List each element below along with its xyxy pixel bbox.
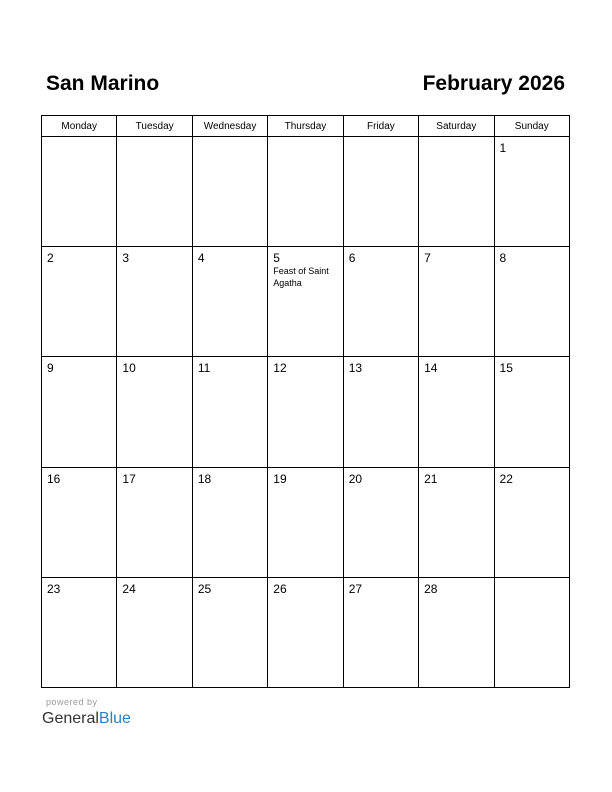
day-number: 6 — [348, 251, 356, 266]
day-cell — [494, 577, 569, 687]
day-cell — [343, 467, 418, 577]
day-number: 16 — [47, 471, 61, 486]
calendar-month-title: February 2026 — [422, 72, 565, 95]
day-cell — [42, 137, 117, 247]
weekday-header: Thursday — [268, 116, 343, 137]
day-cell — [419, 467, 494, 577]
weekday-header: Monday — [42, 116, 117, 137]
day-cell — [268, 137, 343, 247]
day-cell — [268, 467, 343, 577]
day-cell — [42, 247, 117, 357]
calendar-grid — [41, 115, 570, 688]
generalblue-logo[interactable] — [42, 709, 131, 729]
day-cell — [117, 357, 192, 467]
day-number: 4 — [197, 251, 205, 266]
day-cell — [494, 137, 569, 247]
day-cell — [42, 467, 117, 577]
day-number — [117, 137, 191, 141]
day-cell — [343, 577, 418, 687]
day-number: 18 — [197, 471, 212, 486]
day-cell — [419, 247, 494, 357]
day-number: 26 — [273, 581, 287, 596]
day-cell — [117, 137, 192, 247]
day-cell — [192, 247, 267, 357]
brand-blue-text: Blue — [98, 710, 131, 727]
day-cell — [343, 357, 418, 467]
day-number: 8 — [499, 251, 507, 266]
day-cell — [494, 467, 569, 577]
week-row — [42, 467, 570, 577]
day-number: 5 — [273, 251, 280, 266]
day-number — [495, 578, 569, 582]
day-cell — [42, 577, 117, 687]
week-row — [42, 247, 570, 357]
day-cell — [192, 467, 267, 577]
day-number: 9 — [47, 361, 54, 376]
day-number: 28 — [424, 581, 438, 596]
day-cell — [419, 357, 494, 467]
weekday-header: Tuesday — [117, 116, 192, 137]
day-number: 13 — [348, 361, 363, 376]
day-number: 17 — [122, 471, 136, 486]
day-number: 1 — [499, 141, 507, 155]
day-number: 23 — [47, 581, 61, 596]
day-cell — [419, 577, 494, 687]
day-number: 10 — [122, 361, 136, 376]
weekday-header: Saturday — [419, 116, 494, 137]
day-number — [344, 137, 418, 141]
weekday-header: Friday — [343, 116, 418, 137]
day-cell — [494, 247, 569, 357]
day-number: 3 — [122, 251, 130, 266]
weekday-header: Wednesday — [192, 116, 267, 137]
brand-general-text: General — [42, 710, 99, 727]
day-cell — [268, 247, 343, 357]
day-cell — [42, 357, 117, 467]
day-number: 24 — [122, 581, 136, 596]
day-cell — [117, 577, 192, 687]
day-number: 11 — [197, 361, 211, 376]
day-cell — [343, 247, 418, 357]
day-cell — [268, 357, 343, 467]
day-cell — [192, 577, 267, 687]
day-number: 2 — [47, 251, 54, 266]
day-cell — [117, 247, 192, 357]
day-number — [193, 137, 267, 141]
day-cell — [494, 357, 569, 467]
day-cell — [268, 577, 343, 687]
week-row — [42, 577, 570, 687]
day-cell — [343, 137, 418, 247]
calendar-country-title: San Marino — [46, 72, 160, 95]
weekday-header: Sunday — [494, 116, 569, 137]
powered-by-label: powered by — [46, 697, 98, 707]
day-number: 19 — [273, 471, 287, 486]
day-cell — [117, 467, 192, 577]
day-number: 25 — [197, 581, 212, 596]
day-number — [268, 137, 342, 141]
day-number: 27 — [348, 581, 363, 596]
day-cell — [192, 137, 267, 247]
day-number: 21 — [424, 471, 438, 486]
day-number — [42, 137, 116, 141]
day-number: 14 — [424, 361, 438, 376]
day-number: 22 — [499, 471, 513, 486]
week-row — [42, 137, 570, 247]
day-number: 20 — [348, 471, 363, 486]
week-row — [42, 357, 570, 467]
day-number: 15 — [499, 361, 513, 376]
day-number: 7 — [424, 251, 431, 266]
day-number — [419, 137, 493, 141]
holiday-label: Feast of Saint Agatha — [273, 266, 329, 289]
day-cell — [419, 137, 494, 247]
weekday-header-row — [42, 116, 570, 137]
day-cell — [192, 357, 267, 467]
day-number: 12 — [273, 361, 287, 376]
